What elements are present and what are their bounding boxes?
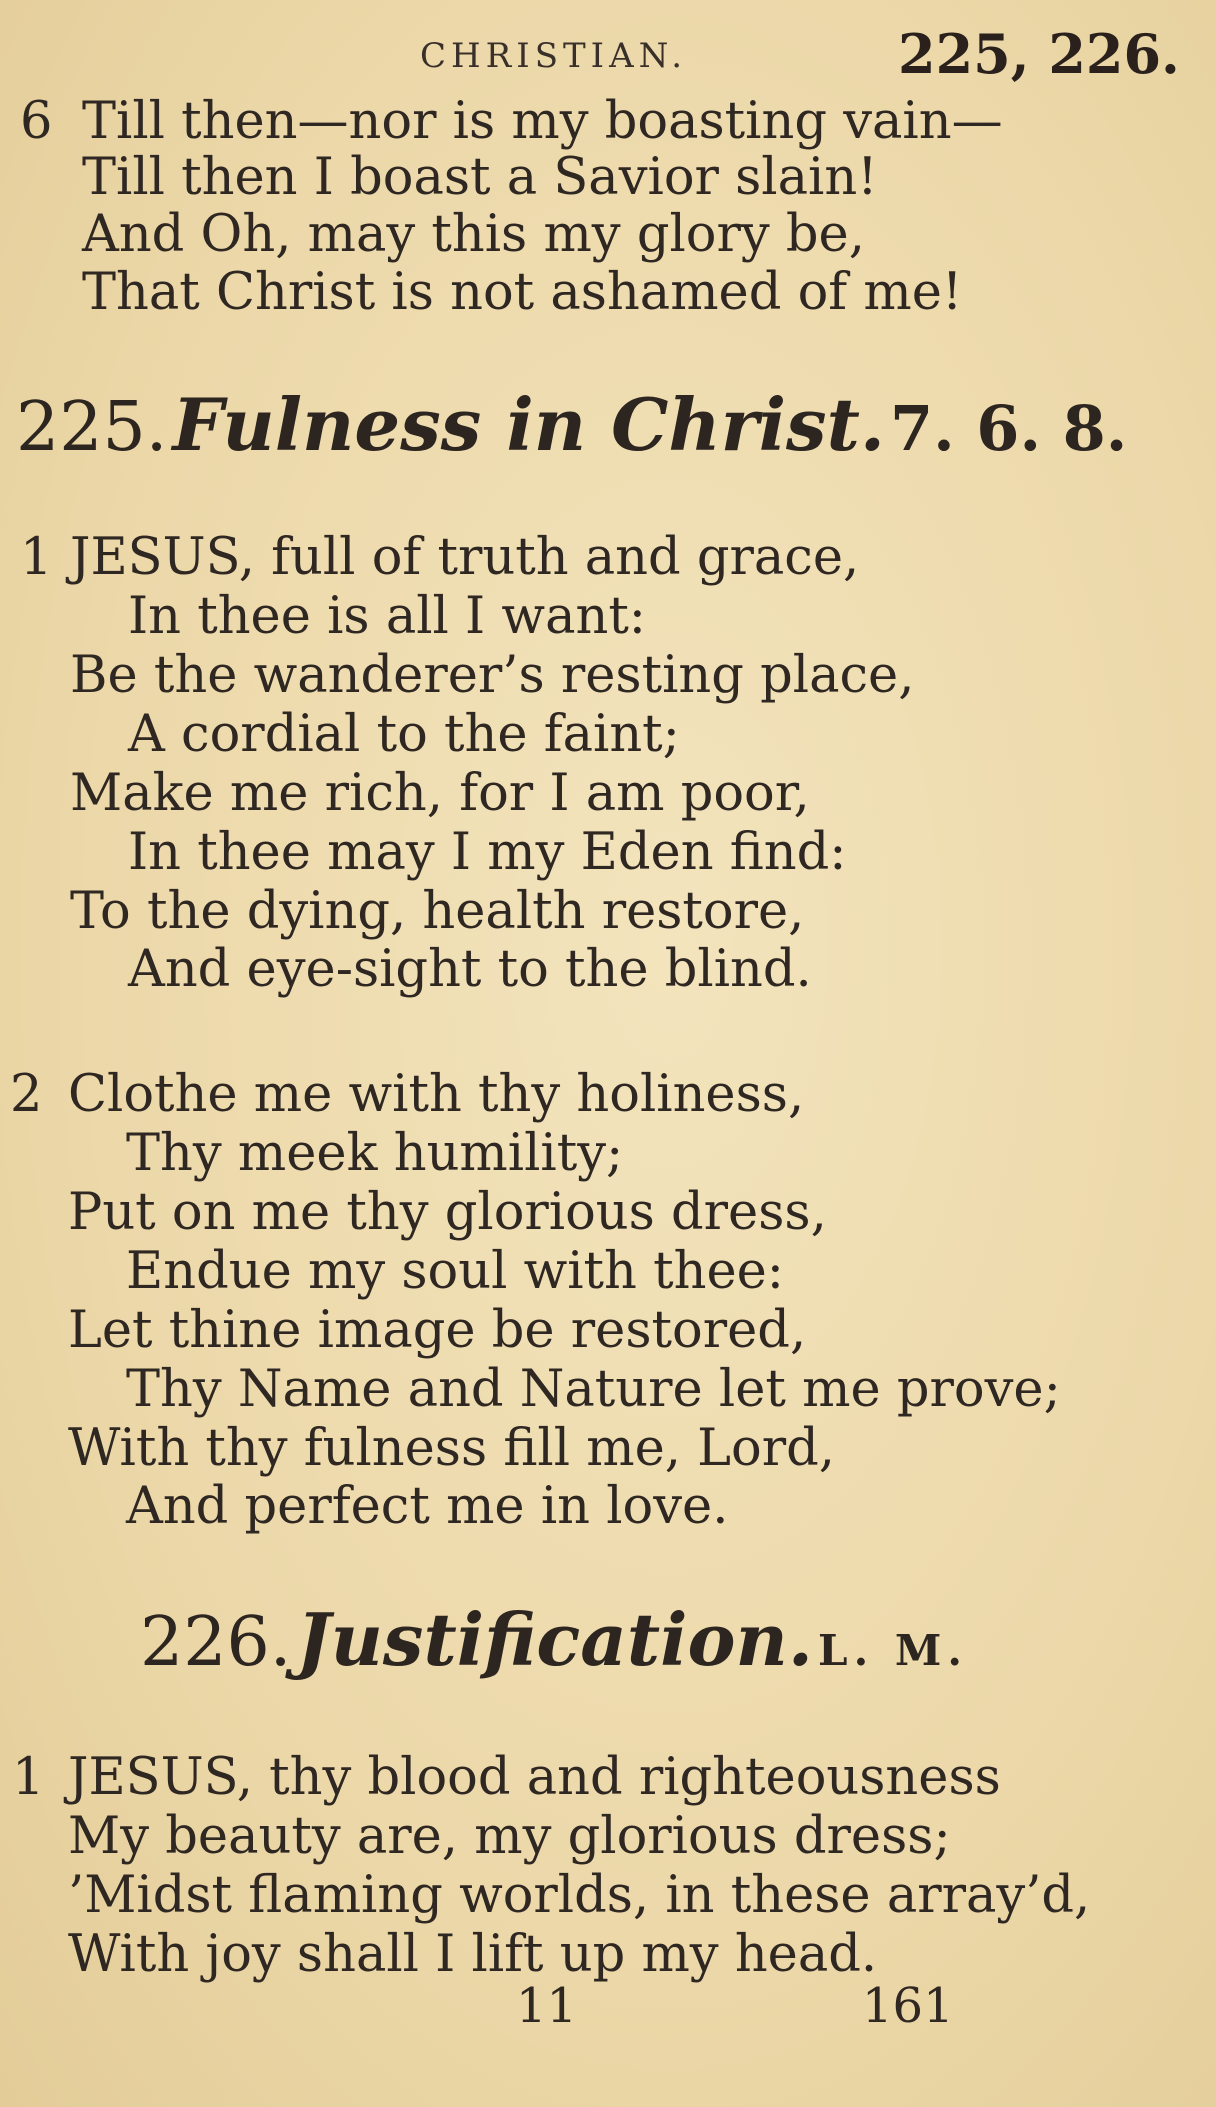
verse-line: Make me rich, for I am poor, <box>70 764 810 823</box>
verse-number: 6 <box>20 92 53 151</box>
verse-line: In thee may I my Eden find: <box>128 823 847 882</box>
hymn-title: Justification. <box>296 1597 813 1682</box>
hymn-title: Fulness in Christ. <box>172 382 885 467</box>
verse-line: Be the wanderer’s resting place, <box>70 646 915 705</box>
running-head-title: CHRISTIAN. <box>420 36 688 76</box>
hymn-225-heading <box>16 380 1127 490</box>
verse-line: And perfect me in love. <box>126 1477 729 1536</box>
verse-line: Clothe me with thy holiness, <box>68 1065 805 1124</box>
verse-line: A cordial to the faint; <box>128 705 680 764</box>
verse-line: In thee is all I want: <box>128 587 646 646</box>
verse-line: Thy meek humility; <box>126 1124 624 1183</box>
verse-line: My beauty are, my glorious dress; <box>68 1807 951 1866</box>
page-number: 161 <box>862 1978 954 2034</box>
verse-line: ’Midst flaming worlds, in these array’d, <box>68 1866 1091 1925</box>
verse-line: Endue my soul with thee: <box>126 1242 784 1301</box>
verse-line: JESUS, thy blood and righteousness <box>68 1748 1001 1807</box>
verse-line: Till then I boast a Savior slain! <box>82 148 878 207</box>
verse-number: 1 <box>20 528 53 587</box>
verse-line: Let thine image be restored, <box>68 1301 807 1360</box>
verse-line: With joy shall I lift up my head. <box>68 1925 878 1984</box>
verse-line: To the dying, health restore, <box>70 882 805 941</box>
hymn-number: 226. <box>140 1603 292 1682</box>
verse-number: 2 <box>10 1065 43 1124</box>
running-head-hymn-numbers: 225, 226. <box>898 22 1180 86</box>
signature-mark: 11 <box>516 1978 578 2034</box>
hymn-226-heading <box>140 1595 968 1705</box>
verse-line: Put on me thy glorious dress, <box>68 1183 827 1242</box>
verse-line: Thy Name and Nature let me prove; <box>126 1360 1061 1419</box>
hymn-number: 225. <box>16 388 168 467</box>
verse-line: Till then—nor is my boasting vain— <box>82 92 1003 151</box>
running-head <box>0 18 1216 86</box>
verse-line: And Oh, may this my glory be, <box>82 205 865 264</box>
verse-number: 1 <box>12 1748 45 1807</box>
hymn-meter: 7. 6. 8. <box>890 392 1128 465</box>
verse-line: And eye-sight to the blind. <box>128 940 812 999</box>
hymn-meter: L. M. <box>818 1626 968 1675</box>
verse-line: With thy fulness fill me, Lord, <box>68 1419 835 1478</box>
verse-line: That Christ is not ashamed of me! <box>82 263 963 322</box>
verse-line: JESUS, full of truth and grace, <box>70 528 860 587</box>
